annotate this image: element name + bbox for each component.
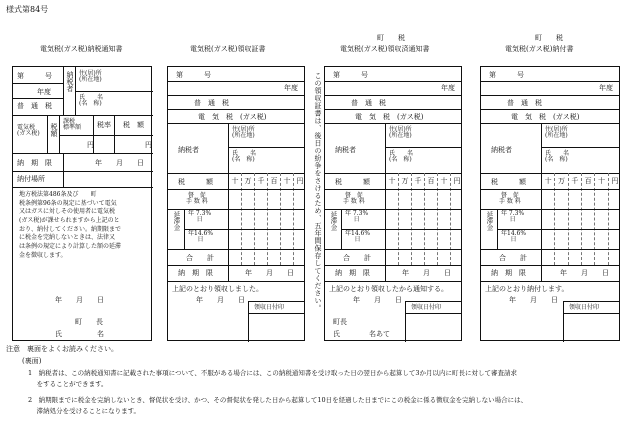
form-stamp-label: 領収日付印 (569, 304, 600, 311)
footer-item-2: 2 納期限までに税金を完納しないとき、督促状を受け、かつ、その督促状を発した日から起算して10日を経過した日までにこの税金に係る徴収金を完納しない場合には、 滞納処分を受けることになります。 (28, 396, 528, 416)
form-tax-item: 電 気 税 (ガス税) (198, 113, 267, 121)
footer-item-1: 1 納税者は、この納税通知書に記載された事項について、不服がある場合には、この納税通知書を受け取った日の翌日から起算して3か月以内に町長に対して審査請求 をすることができます。 (28, 369, 518, 389)
tax-notice-form (12, 66, 152, 341)
notify-town-label: 町 税 (377, 34, 405, 42)
form-received-date: 年 月 日 (196, 296, 245, 304)
notice-taxpayer-label: 納税者 (66, 71, 75, 92)
notice-signer: 氏 名 (55, 330, 104, 338)
digit-label: 百 (584, 177, 592, 185)
form-address-label: 住(居)所 (所在地) (232, 126, 255, 140)
digit-label: 十 (231, 177, 239, 185)
digit-label: 万 (558, 177, 565, 185)
form-total-label: 合 計 (186, 254, 214, 262)
digit-label: 百 (270, 177, 278, 185)
form-stamp-box (405, 301, 461, 342)
form-due-label: 納 期 限 (335, 269, 370, 277)
form-rate2: 年14.6% 日 (188, 230, 214, 244)
form-tokusoku-label: 督 促 手 数 料 (343, 192, 365, 206)
form-stamp-label: 領収日付印 (254, 304, 285, 311)
notice-issue-date: 年 月 日 (55, 296, 104, 304)
form-number: 第 号 (333, 71, 368, 79)
form-total-label: 合 計 (499, 254, 527, 262)
notify-cho: 町長 (333, 318, 347, 326)
form-name-label: 氏 名 (名 称) (389, 150, 414, 164)
notice-denki-label: 電気税 (ガス税) (17, 124, 40, 138)
digit-label: 万 (401, 177, 409, 185)
form-rate2: 年14.6% 日 (501, 230, 527, 244)
digit-label: 万 (244, 177, 252, 185)
pay-title: 電気税(ガス税)納付書 (505, 45, 574, 53)
notice-payplace-label: 納付場所 (17, 175, 45, 183)
notice-en1: 円 (87, 141, 94, 149)
form-address-label: 住(居)所 (所在地) (389, 126, 412, 140)
form-address-label: 住(居)所 (所在地) (545, 126, 568, 140)
tax-notify-form (324, 66, 462, 341)
form-total-label: 合 計 (343, 254, 371, 262)
form-name-label: 氏 名 (名 称) (545, 150, 570, 164)
form-rate2: 年14.6% 日 (345, 230, 371, 244)
form-rate1: 年 7.3% 日 (501, 210, 525, 224)
footer-note: 注意 裏面をよくお読みください。 (6, 345, 118, 353)
form-stamp-box (563, 301, 619, 342)
form-rate1: 年 7.3% 日 (188, 210, 212, 224)
form-taxpayer-label: 納税者 (178, 146, 199, 154)
digit-label: 円 (296, 177, 304, 185)
digit-label: 十 (598, 177, 605, 185)
form-received-date: 年 月 日 (509, 296, 558, 304)
digit-label: 千 (257, 177, 265, 185)
retention-note: この領収証書は、後日の紛争をさけるため、五年間保存してください。 (314, 72, 323, 312)
form-entai-label: 延滞金 (329, 211, 338, 231)
form-due-date: 年 月 日 (245, 269, 294, 277)
notice-name-label: 氏 名 (名 称) (79, 94, 104, 108)
form-due-date: 年 月 日 (560, 269, 609, 277)
form-zei-label: 税 額 (335, 178, 370, 186)
form-rate1: 年 7.3% 日 (345, 210, 369, 224)
form-stamp-box (248, 301, 304, 342)
digit-label: 円 (453, 177, 461, 185)
digit-label: 十 (388, 177, 396, 185)
notice-zei-label: 税額 (50, 123, 59, 137)
notice-futsu: 普 通 税 (17, 102, 52, 110)
digit-label: 百 (427, 177, 435, 185)
form-message: 上記のとおり領収しました。 (172, 285, 263, 293)
form-entai-label: 延滞金 (172, 211, 181, 231)
form-received-date: 年 月 日 (353, 296, 402, 304)
notice-chocho: 町 長 (75, 318, 103, 326)
digit-label: 円 (611, 177, 619, 185)
notice-address-label: 住(居)所 (所在地) (79, 70, 102, 84)
digit-label: 十 (544, 177, 552, 185)
form-tokusoku-label: 督 促 手 数 料 (499, 192, 521, 206)
form-tax-item: 電 気 税 (ガス税) (511, 113, 580, 121)
notice-kazei-label: 課税 標準額 (63, 118, 82, 132)
form-nendo: 年度 (441, 84, 455, 92)
notice-en2: 円 (145, 141, 152, 149)
notice-rate-label: 税率 (97, 121, 111, 129)
notice-nendo: 年度 (37, 88, 51, 96)
notify-name-addr: 名あて (369, 330, 390, 338)
form-taxpayer-label: 納税者 (335, 146, 356, 154)
tax-receipt-form (167, 66, 305, 341)
form-message: 上記のとおり納付します。 (485, 285, 569, 293)
form-tokusoku-label: 督 促 手 数 料 (186, 192, 208, 206)
form-futsu: 普 通 税 (194, 99, 229, 107)
form-stamp-label: 領収日付印 (411, 304, 442, 311)
footer-back-label: (裏面) (22, 357, 42, 365)
digit-label: 千 (571, 177, 579, 185)
notice-body-text: 地方税法第486条及び 町 税条例第96条の規定に基づいて電気 又はガスに対しその使用者に電気税 (ガス税)が課せられますから上記のと おり、納付してください。納期限まで に税金を完納しないときは、法律又 は条例の規定により計算した額の延滞 金を徴収します。 (19, 191, 122, 259)
form-futsu: 普 通 税 (507, 99, 542, 107)
digit-label: 十 (440, 177, 448, 185)
form-number: 第 号 (489, 71, 524, 79)
tax-payment-form (480, 66, 620, 341)
pay-town-label: 町 税 (535, 34, 563, 42)
form-tax-item: 電 気 税 (ガス税) (355, 113, 424, 121)
form-due-label: 納 期 限 (491, 269, 526, 277)
form-name-label: 氏 名 (名 称) (232, 150, 257, 164)
digit-label: 千 (414, 177, 422, 185)
form-message: 上記のとおり領収したから通知する。 (329, 285, 448, 293)
form-zei-label: 税 額 (178, 178, 213, 186)
receipt-title: 電気税(ガス税)領収証書 (190, 45, 266, 53)
form-zei-label: 税 額 (491, 178, 526, 186)
notice-title: 電気税(ガス税)納税通知書 (40, 45, 123, 53)
notify-shi: 氏 (333, 330, 340, 338)
digit-label: 十 (283, 177, 291, 185)
form-futsu: 普 通 税 (351, 99, 386, 107)
form-number: 様式第84号 (6, 5, 49, 14)
form-nendo: 年度 (599, 84, 613, 92)
form-taxpayer-label: 納税者 (491, 146, 512, 154)
form-number: 第 号 (176, 71, 211, 79)
notice-due-date: 年 月 日 (95, 159, 144, 167)
notice-number: 第 号 (17, 72, 52, 80)
notice-zeigaku-label: 税 額 (123, 121, 144, 129)
form-nendo: 年度 (284, 84, 298, 92)
notice-due-label: 納 期 限 (17, 159, 52, 167)
notify-title: 電気税(ガス税)領収済通知書 (340, 45, 430, 53)
form-due-date: 年 月 日 (402, 269, 451, 277)
form-due-label: 納 期 限 (178, 269, 213, 277)
form-entai-label: 延滞金 (485, 211, 494, 231)
